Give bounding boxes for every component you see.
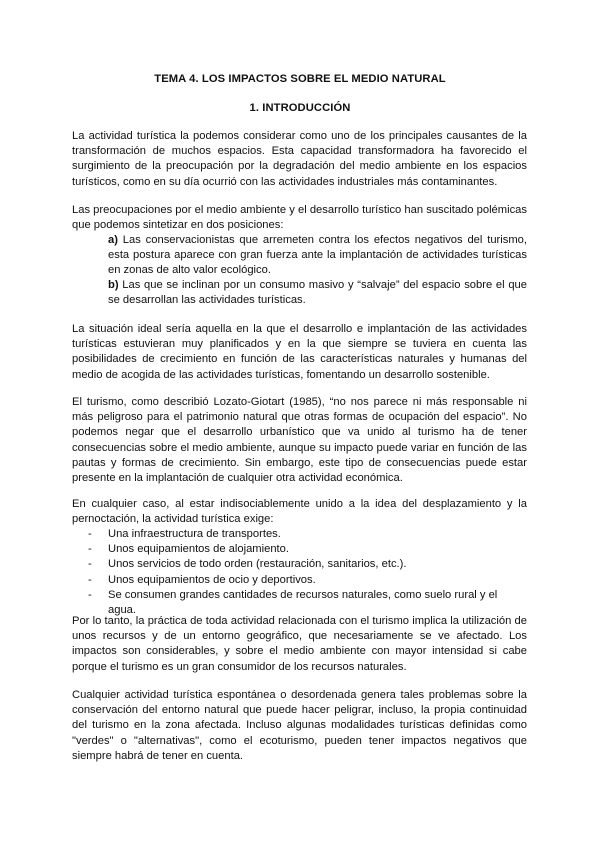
list-item-text: Unos servicios de todo orden (restauración, sanitarios, etc.).: [108, 558, 407, 571]
position-b: [108, 278, 527, 308]
paragraph-requirements-intro: En cualquier caso, al estar indisociablemente unido a la idea del desplazamiento y la pernoctación, la actividad turística exige:: [72, 498, 527, 526]
position-b-label: b): [108, 279, 119, 291]
position-a-text: Las conservacionistas que arremeten contra los efectos negativos del turismo, esta postura aparece con gran fuerza ante la implantación de actividades turísticas en zonas de alto valor ecológico.: [108, 234, 527, 277]
dash-bullet: -: [88, 543, 92, 556]
list-item: [88, 542, 528, 557]
dash-bullet: -: [88, 528, 92, 540]
paragraph-ideal-situation: La situación ideal sería aquella en la que el desarrollo e implantación de las actividades turísticas estuvieran muy planificados y en la que siempre se tuviera en cuenta las posibilidades de crecimiento en función de las características naturales y humanas del medio de acogida de las actividades turísticas, fomentando un desarrollo sostenible.: [72, 323, 527, 381]
list-item-text: Unos equipamientos de alojamiento.: [108, 543, 289, 556]
list-item: [88, 527, 528, 542]
position-a-label: a): [108, 234, 118, 246]
paragraph-concerns: Las preocupaciones por el medio ambiente y el desarrollo turístico han suscitado polémicas que podemos sintetizar en dos posiciones:: [72, 204, 527, 232]
list-item-text: Unos equipamientos de ocio y deportivos.: [108, 573, 316, 586]
dash-bullet: -: [88, 588, 92, 601]
list-item-text: Se consumen grandes cantidades de recursos naturales, como suelo rural y el agua.: [108, 588, 498, 617]
dash-bullet: -: [88, 558, 92, 571]
paragraph-lozato-giotart: El turismo, como describió Lozato-Giotart (1985), “no nos parece ni más responsable ni más peligroso para el patrimonio natural que otras formas de ocupación del espacio”. No podemos negar que el desarrollo urbanístico que va unido al turismo ha de tener consecuencias sobre el medio ambiente, aunque su impacto puede variar en función de las pautas y formas de crecimiento. Sin embargo, este tipo de consecuencias puede estar presente en la implantación de cualquier otra actividad económica.: [72, 396, 527, 485]
list-item: [88, 573, 528, 588]
position-b-text: Las que se inclinan por un consumo masivo y “salvaje” del espacio sobre el que se desarrollan las actividades turísticas.: [108, 279, 527, 307]
paragraph-spontaneous-activity: Cualquier actividad turística espontánea o desordenada genera tales problemas sobre la conservación del entorno natural que puede hacer peligrar, incluso, la propia continuidad del turismo en la zona afectada. Incluso algunas modalidades turísticas definidas como "verdes" o "alternativas", como el ecoturismo, pueden tener impactos negativos que siempre habrá de tener en cuenta.: [72, 689, 527, 762]
paragraph-resources: Por lo tanto, la práctica de toda actividad relacionada con el turismo implica la utilización de unos recursos y de un entorno geográfico, que necesariamente se ve afectado. Los impactos son considerables, y sobre el medio ambiente con mayor intensidad si cabe porque el turismo es un gran consumidor de los recursos naturales.: [72, 615, 527, 673]
dash-bullet: -: [88, 573, 92, 586]
list-item-text: Una infraestructura de transportes.: [108, 528, 281, 540]
document-title: TEMA 4. LOS IMPACTOS SOBRE EL MEDIO NATURAL: [154, 73, 446, 85]
list-item: [88, 557, 528, 572]
requirements-list: [88, 527, 528, 618]
position-a: [108, 233, 527, 279]
paragraph-intro: La actividad turística la podemos considerar como uno de los principales causantes de la transformación de muchos espacios. Esta capacidad transformadora ha favorecido el surgimiento de la preocupación por la degradación del medio ambiente en los espacios turísticos, como en su día ocurrió con las actividades industriales más contaminantes.: [72, 130, 527, 188]
section-heading: 1. INTRODUCCIÓN: [249, 102, 351, 114]
